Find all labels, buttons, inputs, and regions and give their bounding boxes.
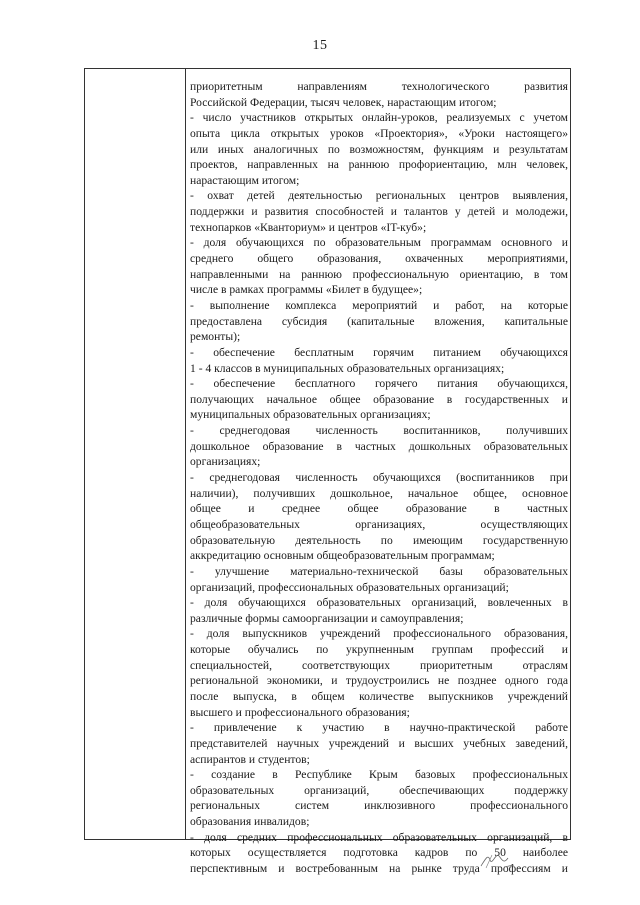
text-line: образования инвалидов; [190,815,310,829]
text-line: после выпуска, в общем количестве выпускников учреждений [190,689,568,703]
text-line: опыта цикла открытых уроков «Проектория», «Уроки настоящего» [190,126,568,140]
text-line: - привлечение к участию в научно-практической работе [190,721,568,735]
text-line: поддержки и развития способностей и талантов у детей и молодежи, [190,205,568,219]
text-line: - обеспечение бесплатным горячим питанием обучающихся [190,345,568,359]
text-line: - доля обучающихся образовательных организаций, вовлеченных в [190,596,568,610]
text-line: технопарков «Кванториум» и центров «IT-куб»; [190,220,427,234]
signature-mark-icon [478,846,518,872]
text-line: нарастающим итогом; [190,173,300,187]
text-line: приоритетным направлениям технологического развития [190,80,568,93]
text-line: аспирантов и студентов; [190,752,310,766]
text-line: организациях; [190,455,261,469]
text-lines [190,79,568,877]
text-line: - доля обучающихся по образовательным программам основного и [190,236,568,250]
text-line: - число участников открытых онлайн-уроков, реализуемых с учетом [190,111,568,125]
text-line: предоставлена субсидия (капитальные вложения, капитальные [190,314,568,328]
text-line: общее и среднее общее образование в частных [190,502,568,516]
text-line: 1 - 4 классов в муниципальных образовательных организациях; [190,361,505,375]
text-line: получающих начальное общее образование в государственных и [190,392,568,406]
page-number: 15 [312,38,328,53]
text-line: различные формы самоорганизации и самоуправления; [190,611,464,625]
text-line: перспективным и востребованным на рынке труда профессиям и [190,862,568,876]
text-line: муниципальных образовательных организациях; [190,408,431,422]
table-right-cell [186,69,570,876]
text-line: числе в рамках программы «Билет в будущее»; [190,283,423,297]
text-line: - доля средних профессиональных образовательных организаций, в [190,830,568,844]
text-line: или иных аналогичных по возможностям, функциям и результатам [190,142,568,156]
text-line: специальностей, соответствующих приоритетным отраслям [190,658,568,672]
text-line: - создание в Республике Крым базовых профессиональных [190,768,568,782]
text-line: которые обучались по укрупненным группам профессий и [190,643,568,657]
text-line: высшего и профессионального образования; [190,705,410,719]
text-line: направленными на раннюю профессиональную ориентацию, в том [190,267,568,281]
text-line: - среднегодовая численность воспитанников, получивших [190,424,568,438]
text-line: аккредитацию основным общеобразовательным программам; [190,549,495,563]
text-line: - выполнение комплекса мероприятий и работ, на которые [190,298,568,312]
text-line: наличии), получивших дошкольное, начальное общее, основное [190,486,568,500]
text-line: представителей научных учреждений и высших учебных заведений, [190,736,568,750]
table-left-cell [85,69,186,839]
text-line: - доля выпускников учреждений профессионального образования, [190,627,568,641]
text-line: - улучшение материально-технической базы образовательных [190,564,568,578]
text-line: проектов, направленных на раннюю профориентацию, млн человек, [190,158,568,172]
text-line: региональной экономики, и трудоустроились не позднее одного года [190,674,568,688]
text-line: - охват детей деятельностью региональных центров выявления, [190,189,568,203]
text-line: образовательную деятельность по имеющим государственную [190,533,568,547]
text-line: организаций, профессиональных образовательных организаций; [190,580,509,594]
text-line: ремонты); [190,330,241,344]
text-line: которых осуществляется подготовка кадров по 50 наиболее [190,846,568,860]
text-line: общеобразовательных организациях, осуществляющих [190,517,568,531]
text-line: - обеспечение бесплатного горячего питания обучающихся, [190,377,568,391]
text-line: - среднегодовая численность обучающихся (воспитанников при [190,471,568,485]
text-line: региональных систем инклюзивного профессионального [190,799,568,813]
text-line: образовательных организаций, обеспечивающих поддержку [190,783,568,797]
text-line: Российской Федерации, тысяч человек, нарастающим итогом; [190,95,497,109]
document-table [84,68,571,876]
text-line: среднего общего образования, охваченных мероприятиями, [190,252,568,266]
text-line: дошкольное образование в частных дошкольных образовательных [190,439,568,453]
